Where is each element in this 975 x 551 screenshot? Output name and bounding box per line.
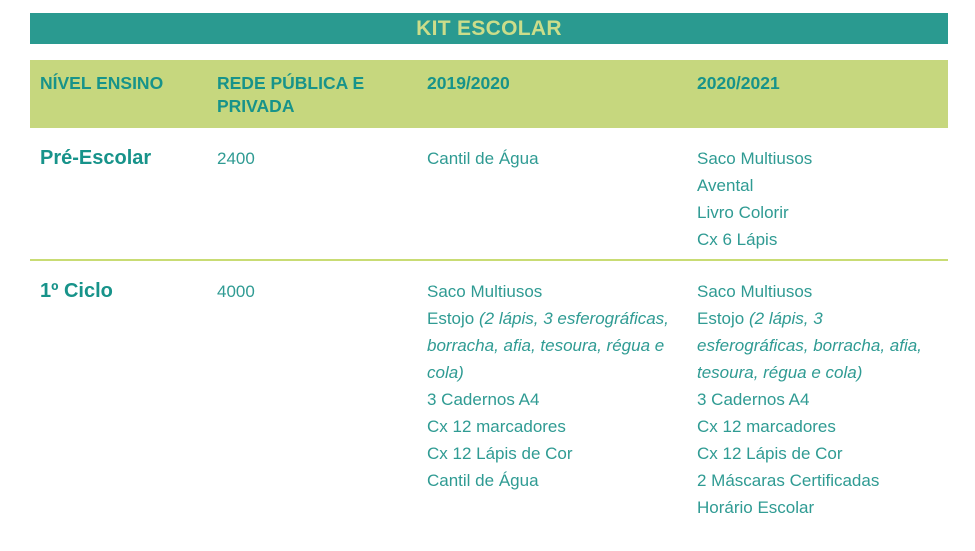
title-bar xyxy=(30,13,948,44)
kit-item: Cantil de Água xyxy=(427,149,539,168)
kit-item: Cx 12 Lápis de Cor xyxy=(697,444,843,463)
kit-item: 3 Cadernos A4 xyxy=(697,390,810,409)
table-row-1-ciclo xyxy=(30,259,948,527)
table-header-row xyxy=(30,60,948,128)
column-header-nivel-ensino: NÍVEL ENSINO xyxy=(40,73,164,93)
column-header-2019-2020: 2019/2020 xyxy=(427,73,510,93)
kit-item: Estojo (2 lápis, 3 esferográficas, borracha, afia, tesoura, régua e cola) xyxy=(697,309,922,382)
kit-item: 2 Máscaras Certificadas xyxy=(697,471,880,490)
kit-item: Avental xyxy=(697,176,754,195)
kit-item: Livro Colorir xyxy=(697,203,789,222)
kit-item: Saco Multiusos xyxy=(697,149,813,168)
kit-item: Cx 6 Lápis xyxy=(697,230,778,249)
column-header-rede-publica-privada: REDE PÚBLICA E PRIVADA xyxy=(217,73,365,116)
table-row-pre-escolar xyxy=(30,128,948,259)
kit-item: Estojo (2 lápis, 3 esferográficas, borracha, afia, tesoura, régua e cola) xyxy=(427,309,669,382)
kit-list-2020-2021 xyxy=(687,278,948,521)
kit-item: Cantil de Água xyxy=(427,471,539,490)
rede-value: 4000 xyxy=(217,282,255,301)
kit-item: Cx 12 Lápis de Cor xyxy=(427,444,573,463)
column-header-2020-2021: 2020/2021 xyxy=(697,73,780,93)
kit-list-2019-2020 xyxy=(417,145,687,253)
kit-item: Cx 12 marcadores xyxy=(427,417,566,436)
rede-value: 2400 xyxy=(217,149,255,168)
kit-item: Horário Escolar xyxy=(697,498,815,517)
kit-list-2019-2020 xyxy=(417,278,687,521)
nivel-label: Pré-Escolar xyxy=(40,147,152,169)
kit-escolar-table xyxy=(30,13,948,527)
kit-item: Saco Multiusos xyxy=(697,282,813,301)
nivel-label: 1º Ciclo xyxy=(40,280,113,302)
kit-item: Cx 12 marcadores xyxy=(697,417,836,436)
kit-list-2020-2021 xyxy=(687,145,948,253)
page-title: KIT ESCOLAR xyxy=(416,16,562,40)
kit-item: 3 Cadernos A4 xyxy=(427,390,540,409)
kit-item: Saco Multiusos xyxy=(427,282,543,301)
